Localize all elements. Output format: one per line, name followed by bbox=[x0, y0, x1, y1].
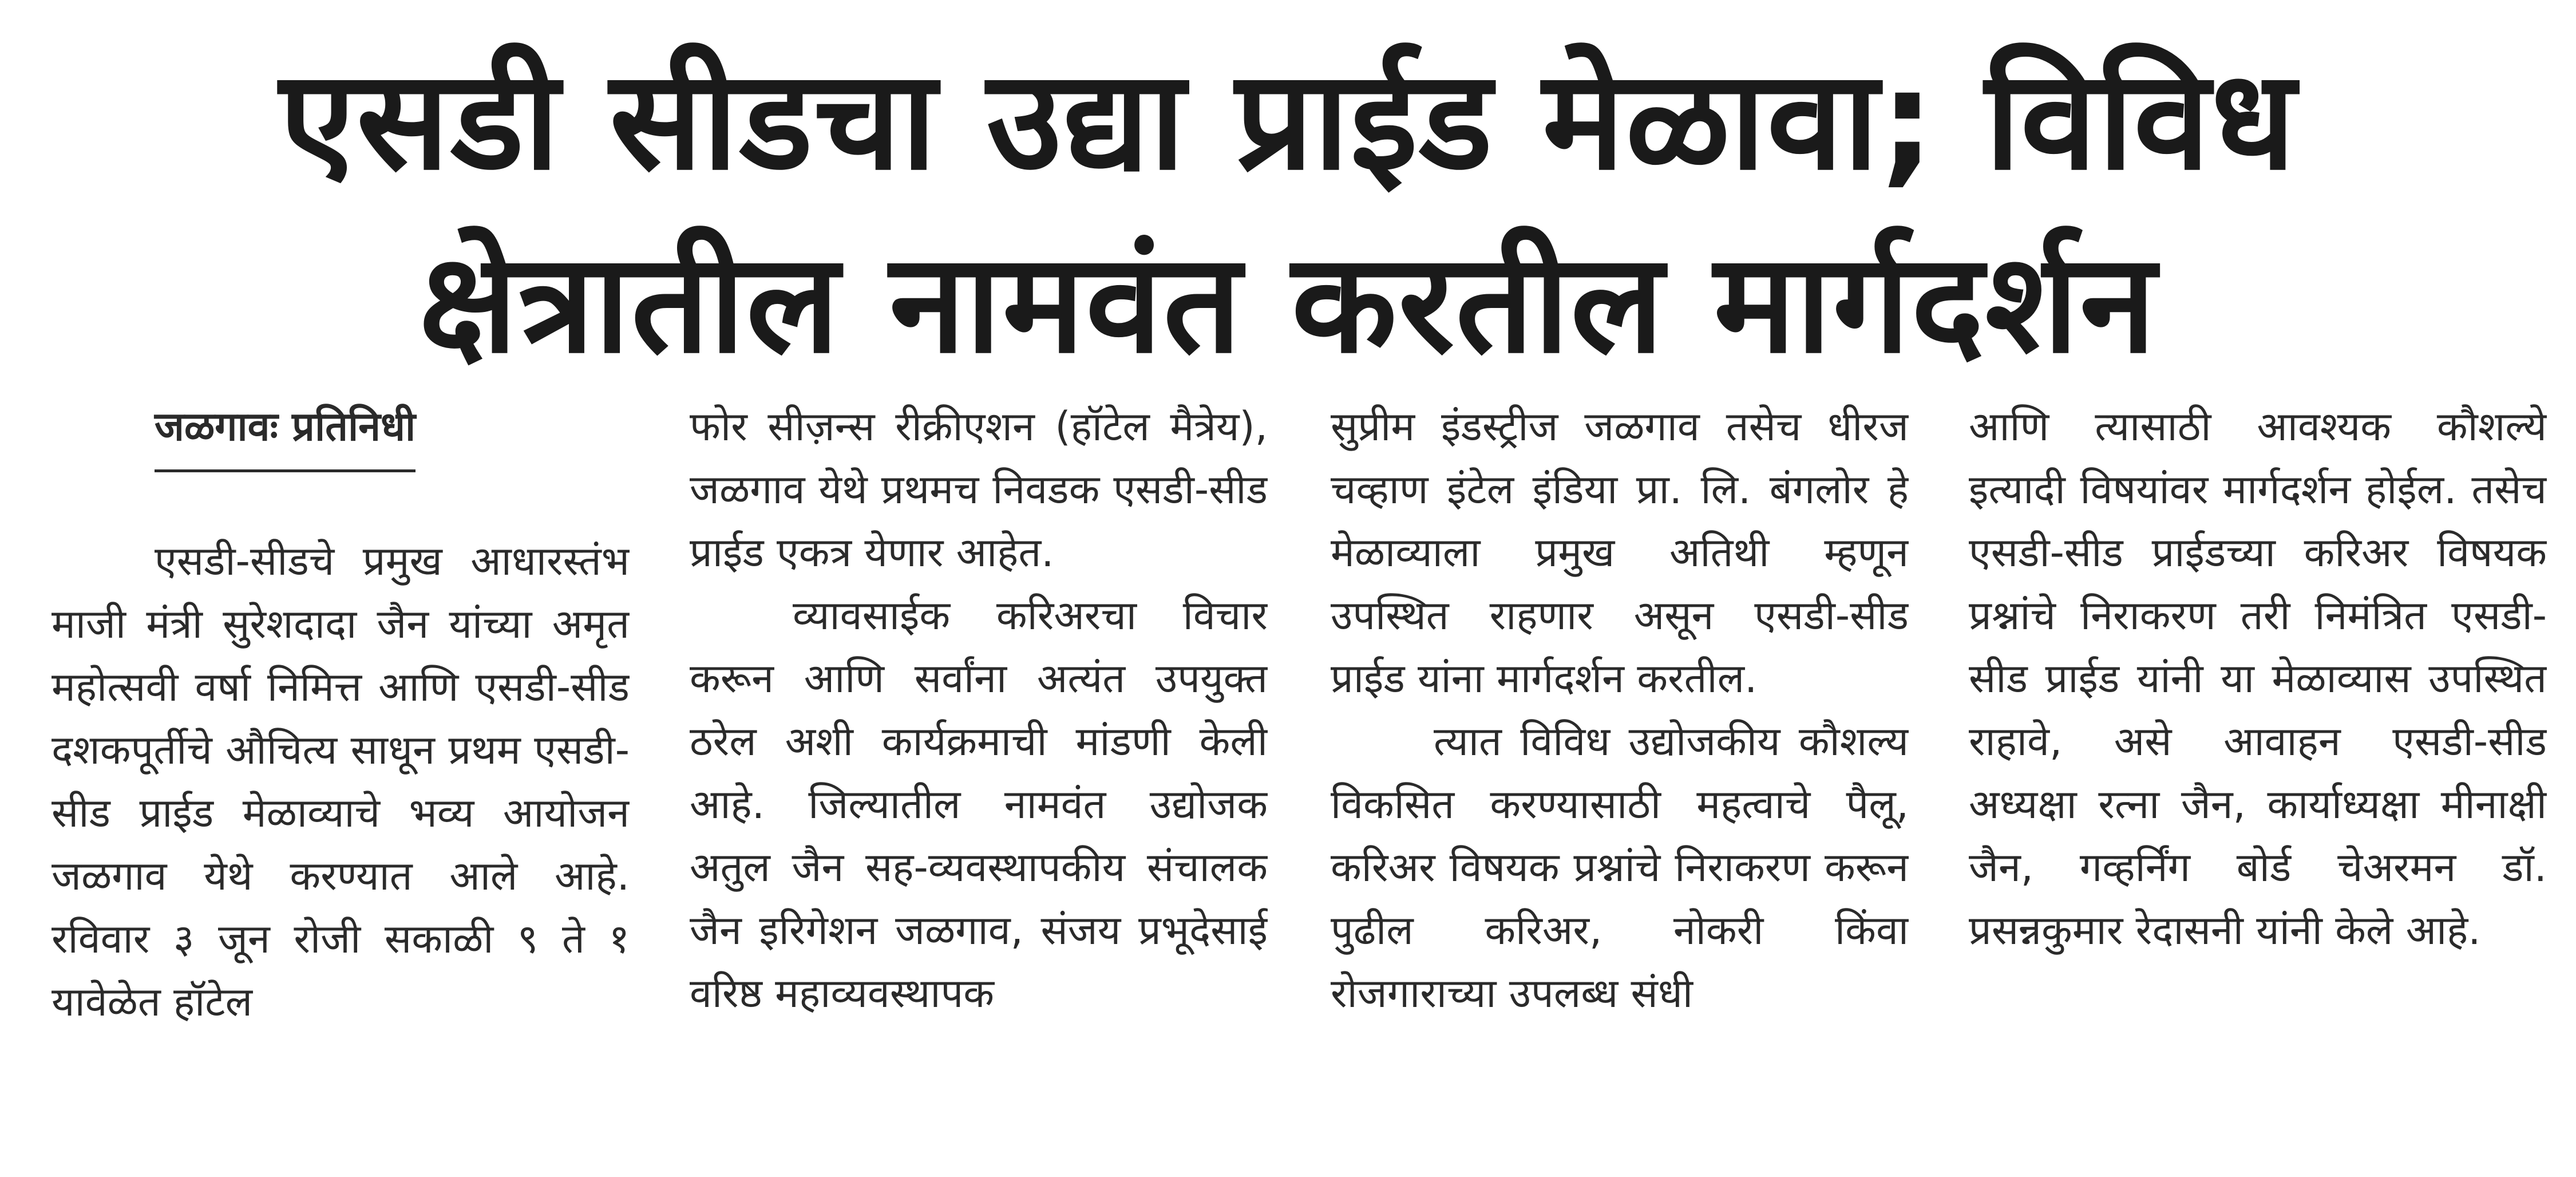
paragraph: व्यावसाईक करिअरचा विचार करून आणि सर्वांना अत्यंत उपयुक्त ठरेल अशी कार्यक्रमाची मांडणी केली आहे. जिल्यातील नामवंत उद्योजक अतुल जैन सह-व्यवस्थापकीय संचालक जैन इरिगेशन जळगाव, संजय प्रभूदेसाई वरिष्ठ महाव्यवस्थापक bbox=[690, 592, 1268, 1017]
headline-line-2: क्षेत्रातील नामवंत करतील मार्गदर्शन bbox=[419, 223, 2157, 384]
article-column-2 bbox=[690, 395, 1268, 1162]
paragraph: सुप्रीम इंडस्ट्रीज जळगाव तसेच धीरज चव्हाण इंटेल इंडिया प्रा. लि. बंगलोर हे मेळाव्याला प्रमुख अतिथी म्हणून उपस्थित राहणार असून एसडी-सीड प्राईड यांना मार्गदर्शन करतील. bbox=[1331, 403, 1909, 702]
paragraph: त्यात विविध उद्योजकीय कौशल्य विकसित करण्यासाठी महत्वाचे पैलू, करिअर विषयक प्रश्नांचे निराकरण करून पुढील करिअर, नोकरी किंवा रोजगाराच्या उपलब्ध संधी bbox=[1331, 718, 1909, 1017]
dateline: जळगावः प्रतिनिधी bbox=[155, 395, 416, 472]
paragraph: एसडी-सीडचे प्रमुख आधारस्तंभ माजी मंत्री सुरेशदादा जैन यांच्या अमृत महोत्सवी वर्षा निमित्त आणि एसडी-सीड दशकपूर्तीचे औचित्य साधून प्रथम एसडी-सीड प्राईड मेळाव्याचे भव्य आयोजन जळगाव येथे करण्यात आले आहे. रविवार ३ जून रोजी सकाळी ९ ते १ यावेळेत हॉटेल bbox=[52, 538, 630, 1025]
article-body bbox=[52, 395, 2547, 1162]
article-column-1 bbox=[52, 395, 630, 1162]
paragraph: आणि त्यासाठी आवश्यक कौशल्ये इत्यादी विषयांवर मार्गदर्शन होईल. तसेच एसडी-सीड प्राईडच्या करिअर विषयक प्रश्नांचे निराकरण तरी निमंत्रित एसडी-सीड प्राईड यांनी या मेळाव्यास उपस्थित राहावे, असे आवाहन एसडी-सीड अध्यक्षा रत्ना जैन, कार्याध्यक्षा मीनाक्षी जैन, गव्हर्निंग बोर्ड चेअरमन डॉ. प्रसन्नकुमार रेदासनी यांनी केले आहे. bbox=[1969, 403, 2547, 954]
article-column-3 bbox=[1331, 395, 1909, 1162]
article-column-4 bbox=[1969, 395, 2547, 1162]
headline bbox=[0, 29, 2576, 395]
paragraph: फोर सीज़न्स रीक्रीएशन (हॉटेल मैत्रेय), जळगाव येथे प्रथमच निवडक एसडी-सीड प्राईड एकत्र येणार आहेत. bbox=[690, 403, 1268, 576]
headline-line-1: एसडी सीडचा उद्या प्राईड मेळावा; विविध bbox=[279, 40, 2297, 200]
